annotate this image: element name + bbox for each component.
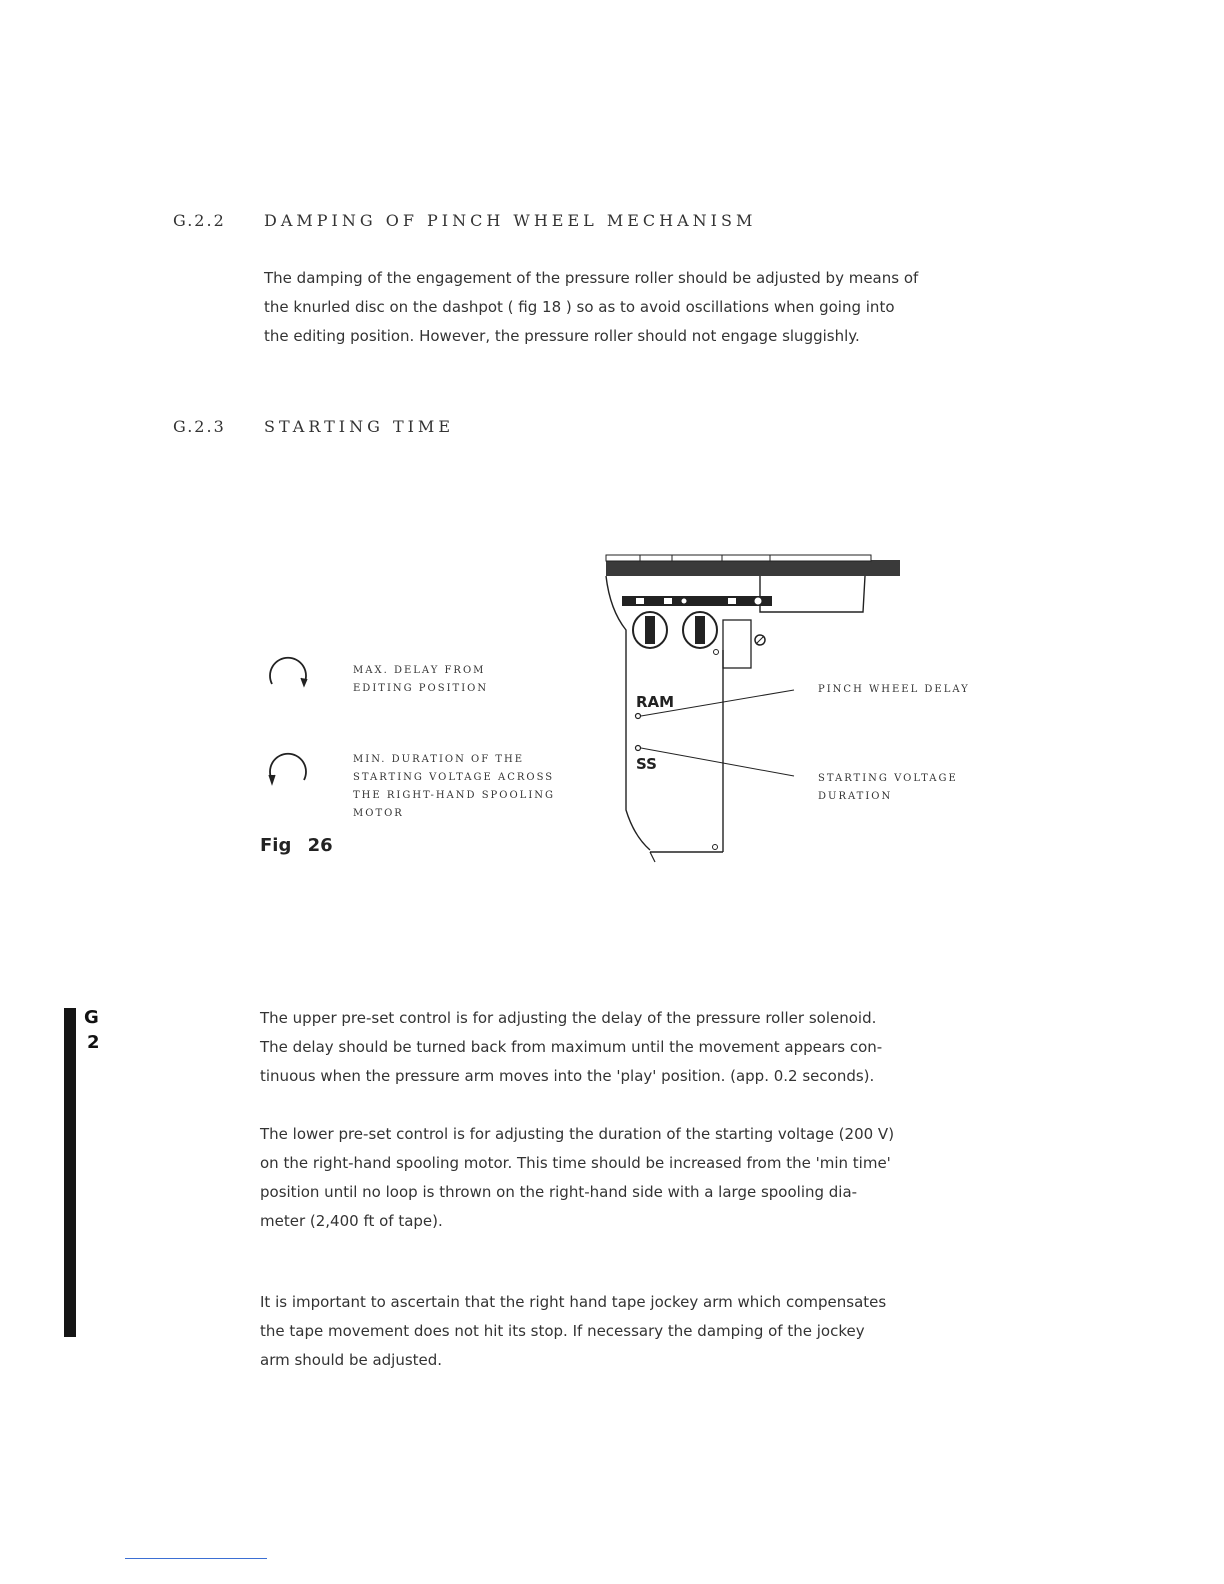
section-tab-number: 2 (87, 1032, 100, 1053)
figure-caption: Fig 26 (260, 835, 333, 856)
footer-rule (125, 1558, 267, 1559)
section-title-starting-time: STARTING TIME (264, 417, 454, 436)
section-number-damping: G.2.2 (173, 211, 226, 230)
ram-label: RAM (636, 693, 675, 711)
ss-label: SS (636, 755, 657, 773)
clockwise-rotation-icon (266, 648, 310, 692)
section-tab-letter: G (84, 1007, 99, 1028)
max-delay-label: MAX. DELAY FROM EDITING POSITION (353, 665, 489, 694)
min-duration-label: MIN. DURATION OF THE STARTING VOLTAGE ACROSS THE RIGHT-HAND SPOOLING MOTOR (353, 754, 556, 819)
starting-voltage-duration-label: STARTING VOLTAGE DURATION (818, 773, 958, 802)
counterclockwise-rotation-icon (266, 744, 310, 788)
section-tab-bar (64, 1008, 76, 1337)
pinch-wheel-delay-label: PINCH WHEEL DELAY (818, 684, 970, 695)
section-number-starting-time: G.2.3 (173, 417, 226, 436)
section-title-damping: DAMPING OF PINCH WHEEL MECHANISM (264, 211, 757, 230)
lower-preset-paragraph: The lower pre-set control is for adjusting the duration of the starting voltage (200 V) on the right-hand spooling motor. This time should be increased from the 'min time' position until no loop is thrown on the right-hand side with a large spooling dia- meter (2,400 ft of tape). (260, 1125, 895, 1230)
damping-paragraph: The damping of the engagement of the pressure roller should be adjusted by means of the knurled disc on the dashpot ( fig 18 ) so as to avoid oscillations when going into the editing position. However, the pressure roller should not engage sluggishly. (264, 269, 919, 345)
jockey-arm-paragraph: It is important to ascertain that the right hand tape jockey arm which compensates the tape movement does not hit its stop. If necessary the damping of the jockey arm should be adjusted. (260, 1293, 887, 1369)
upper-preset-paragraph: The upper pre-set control is for adjusting the delay of the pressure roller solenoid. The delay should be turned back from maximum until the movement appears con- tinuous when the pressure arm moves into the 'play' position. (app. 0.2 seconds). (260, 1009, 883, 1085)
